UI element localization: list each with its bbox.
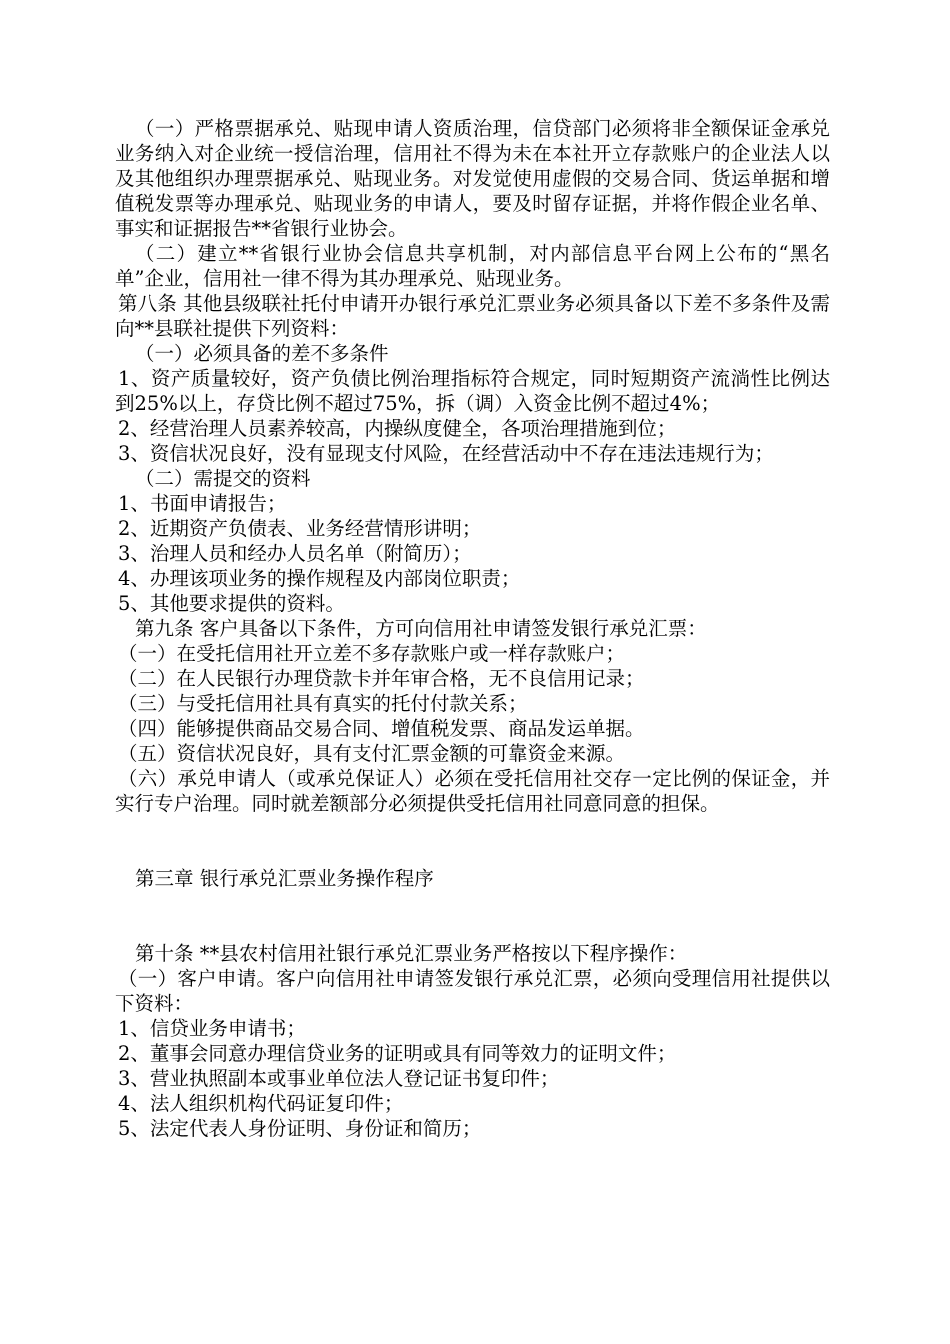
list-item: （二）在人民银行办理贷款卡并年审合格，无不良信用记录； <box>118 667 645 690</box>
list-item: （一）在受托信用社开立差不多存款账户或一样存款账户； <box>118 642 626 665</box>
chapter-title: 第三章 银行承兑汇票业务操作程序 <box>135 867 434 890</box>
list-item: 3、治理人员和经办人员名单（附简历）； <box>118 542 472 565</box>
list-item: （四）能够提供商品交易合同、增值税发票、商品发运单据。 <box>118 717 645 740</box>
list-item: 3、营业执照副本或事业单位法人登记证书复印件； <box>118 1067 560 1090</box>
list-item: 4、法人组织机构代码证复印件； <box>118 1092 404 1115</box>
paragraph: （一）必须具备的差不多条件 <box>135 342 389 365</box>
list-item: 5、其他要求提供的资料。 <box>118 592 345 615</box>
list-item: 1、书面申请报告； <box>118 492 287 515</box>
article-9-heading: 第九条 客户具备以下条件，方可向信用社申请签发银行承兑汇票： <box>135 617 707 640</box>
list-item: 1、资产质量较好，资产负债比例治理指标符合规定，同时短期资产流淌性比例达到25%以上，存贷比例不超过75%，拆（调）入资金比例不超过4%； <box>115 367 830 415</box>
paragraph: （二）需提交的资料 <box>135 467 311 490</box>
spacer <box>115 816 830 841</box>
spacer <box>115 916 830 941</box>
list-item: （六）承兑申请人（或承兑保证人）必须在受托信用社交存一定比例的保证金，并实行专户治理。同时就差额部分必须提供受托信用社同意同意的担保。 <box>115 767 830 815</box>
article-8-heading: 第八条 其他县级联社托付申请开办银行承兑汇票业务必须具备以下差不多条件及需向**县联社提供下列资料： <box>115 292 830 340</box>
list-item: 3、资信状况良好，没有显现支付风险，在经营活动中不存在违法违规行为； <box>118 442 774 465</box>
spacer <box>115 891 830 916</box>
list-item: 5、法定代表人身份证明、身份证和简历； <box>118 1117 482 1140</box>
paragraph: （一）严格票据承兑、贴现申请人资质治理，信贷部门必须将非全额保证金承兑业务纳入对企业统一授信治理，信用社不得为未在本社开立存款账户的企业法人以及其他组织办理票据承兑、贴现业务。对发觉使用虚假的交易合同、货运单据和增值税发票等办理承兑、贴现业务的申请人，要及时留存证据，并将作假企业名单、事实和证据报告**省银行业协会。 <box>115 117 830 240</box>
list-item: 2、近期资产负债表、业务经营情形讲明； <box>118 517 482 540</box>
paragraph: （二）建立**省银行业协会信息共享机制，对内部信息平台网上公布的“黑名单”企业，信用社一律不得为其办理承兑、贴现业务。 <box>115 242 830 290</box>
article-10-heading: 第十条 **县农村信用社银行承兑汇票业务严格按以下程序操作： <box>135 942 688 965</box>
list-item: （五）资信状况良好，具有支付汇票金额的可靠资金来源。 <box>118 742 626 765</box>
list-item: 2、董事会同意办理信贷业务的证明或具有同等效力的证明文件； <box>118 1042 677 1065</box>
list-item: 2、经营治理人员素养较高，内操纵度健全，各项治理措施到位； <box>118 417 677 440</box>
list-item: 4、办理该项业务的操作规程及内部岗位职责； <box>118 567 521 590</box>
list-item: 1、信贷业务申请书； <box>118 1017 306 1040</box>
paragraph: （一）客户申请。客户向信用社申请签发银行承兑汇票，必须向受理信用社提供以下资料： <box>115 967 830 1015</box>
list-item: （三）与受托信用社具有真实的托付付款关系； <box>118 692 528 715</box>
spacer <box>115 841 830 866</box>
